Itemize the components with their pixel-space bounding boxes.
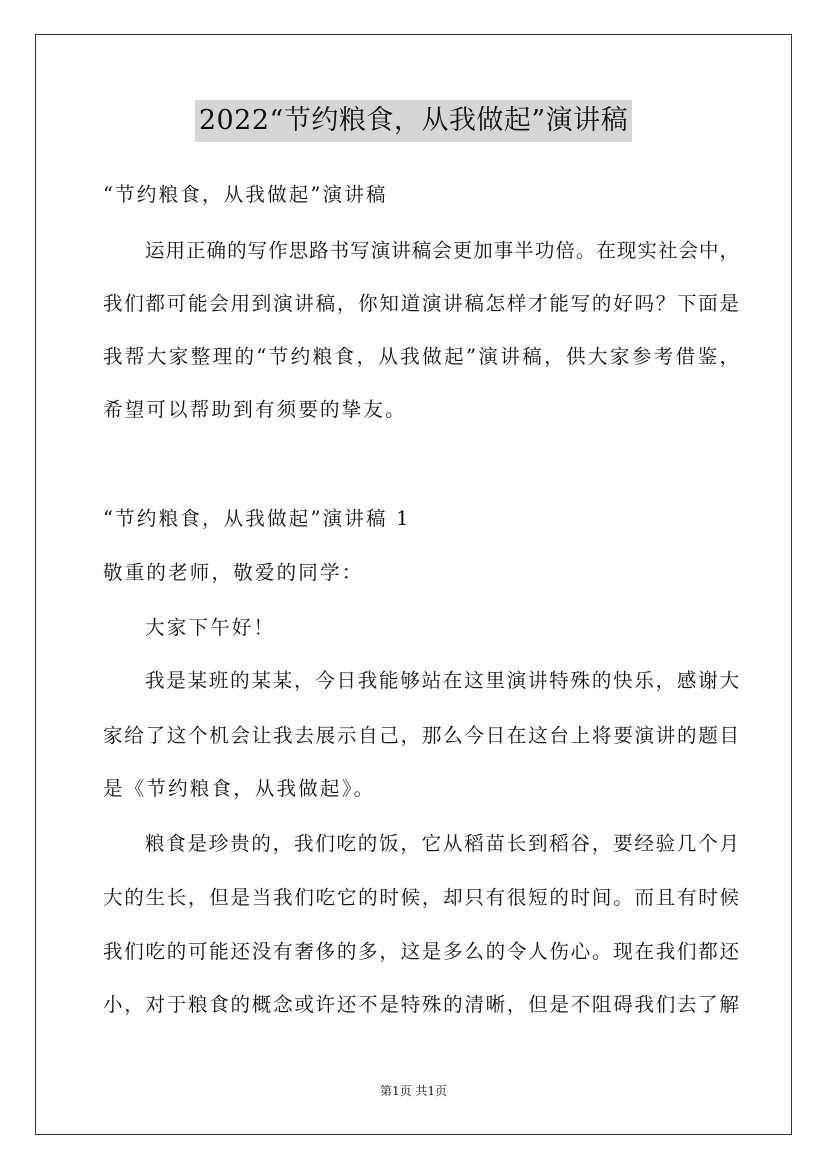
page-number-footer: 第1页 共1页 — [379, 1084, 448, 1098]
paragraph-line: 是《节约粮食，从我做起》。 — [103, 777, 376, 800]
intro-line: 运用正确的写作思路书写演讲稿会更加事半功倍。在现实社会中， — [145, 239, 739, 262]
document-title: 2022“节约粮食，从我做起”演讲稿 — [195, 100, 632, 142]
paragraph-line: 我是某班的某某，今日我能够站在这里演讲特殊的快乐，感谢大 — [145, 669, 739, 692]
title-container — [0, 100, 827, 142]
section-heading: “节约粮食，从我做起”演讲稿 1 — [103, 507, 411, 530]
subtitle: “节约粮食，从我做起”演讲稿 — [103, 183, 388, 206]
salutation: 敬重的老师，敬爱的同学： — [103, 561, 364, 584]
greeting: 大家下午好！ — [145, 616, 276, 639]
paragraph-line: 大的生长，但是当我们吃它的时候，却只有很短的时间。而且有时候 — [103, 886, 739, 909]
paragraph-line: 我们吃的可能还没有奢侈的多，这是多么的令人伤心。现在我们都还 — [103, 940, 739, 963]
paragraph-line: 小，对于粮食的概念或许还不是特殊的清晰，但是不阻碍我们去了解 — [103, 993, 739, 1016]
paragraph-line: 粮食是珍贵的，我们吃的饭，它从稻苗长到稻谷，要经验几个月 — [145, 832, 739, 855]
intro-line: 我们都可能会用到演讲稿，你知道演讲稿怎样才能写的好吗？下面是 — [103, 292, 739, 315]
paragraph-line: 家给了这个机会让我去展示自己，那么今日在这台上将要演讲的题目 — [103, 724, 739, 747]
intro-line: 希望可以帮助到有须要的挚友。 — [103, 398, 407, 421]
intro-line: 我帮大家整理的“节约粮食，从我做起”演讲稿，供大家参考借鉴， — [103, 345, 739, 368]
